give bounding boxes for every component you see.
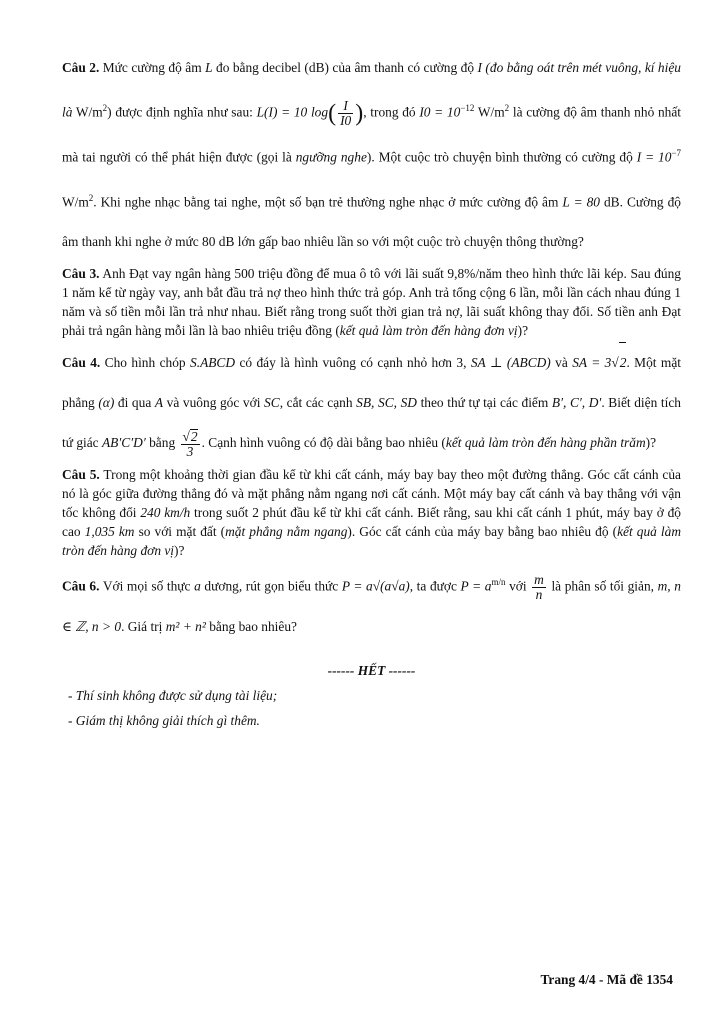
question-label: Câu 3.: [62, 266, 100, 282]
question-label: Câu 5.: [62, 467, 100, 483]
mn-fraction: $\frac{m}{n}$: [534, 572, 544, 603]
question-3: Câu 3. Anh Đạt vay ngân hàng 500 triệu đồng để mua ô tô với lãi suất 9,8%/năm theo hình thức lãi kép. Sau đúng 1 năm kể từ ngày vay, anh bắt đầu trả nợ theo hình thức trả góp. Anh trả tổng cộng 6 lần, mỗi lần cách nhau đúng 1 năm và số tiền mỗi lần trả như nhau. Biết rằng trong suốt thời gian trả nợ, lãi suất không thay đổi. Số tiền anh Đạt phải trả ngân hàng mỗi lần là bao nhiêu triệu đồng (kết quả làm tròn đến hàng đơn vị)?: [62, 266, 681, 339]
page-footer: Trang 4/4 - Mã đề 1354: [540, 972, 673, 987]
question-6: Câu 6. Với mọi số thực a dương, rút gọn biểu thức P = a√(a√a), ta được $P = a^{m/n}$ với $\frac{m}{n}$ là phân số tối giản, m, n ∈ ℤ, n > 0. Giá trị m² + n² bằng bao nhiêu?: [62, 572, 681, 634]
question-label: Câu 2.: [62, 60, 100, 75]
question-5: Câu 5. Trong một khoảng thời gian đầu kể từ khi cất cánh, máy bay bay theo một đường thẳng. Góc cất cánh của nó là góc giữa đường thẳng đó và mặt phẳng nằm ngang nơi cất cánh. Một máy bay cất cánh và bay thẳng với vận tốc không đổi 240 km/h trong suốt 2 phút đầu kể từ khi cất cánh. Biết rằng, sau khi cất cánh 1 phút, máy bay ở độ cao 1,035 km so với mặt đất (mặt phẳng nằm ngang). Góc cất cánh của máy bay bằng bao nhiêu độ (kết quả làm tròn đến hàng đơn vị)?: [62, 467, 681, 559]
question-label: Câu 6.: [62, 578, 100, 594]
formula-level: L(I) = 10 log: [256, 104, 329, 120]
formula-fraction: $\frac{I}{I0}$: [340, 97, 352, 128]
note-2: - Giám thị không giải thích gì thêm.: [68, 712, 260, 728]
radical-expression: a√(a√a): [366, 578, 410, 594]
end-mark: ------ HẾT ------: [327, 662, 416, 678]
question-label: Câu 4.: [62, 355, 101, 371]
note-1: - Thí sinh không được sử dụng tài liệu;: [68, 687, 278, 703]
question-4: Câu 4. Cho hình chóp S.ABCD có đáy là hình vuông có cạnh nhỏ hơn 3, SA ⊥ (ABCD) và SA = 3√2. Một mặt phẳng (α) đi qua A và vuông góc với SC, cắt các cạnh SB, SC, SD theo thứ tự tại các điểm B′, C′, D′. Biết diện tích tứ giác AB′C′D′ bằng $\frac{√2}{3}$ . Cạnh hình vuông có độ dài bằng bao nhiêu (kết quả làm tròn đến hàng phần trăm)?: [62, 342, 681, 463]
exam-content: [62, 48, 681, 730]
area-fraction: $\frac{√2}{3}$: [182, 429, 198, 460]
question-2: Câu 2. Mức cường độ âm L đo bằng decibel (dB) của âm thanh có cường độ I (đo bằng oát trên mét vuông, kí hiệu là $W/m^2$) được định nghĩa như sau: L(I) = 10 log( $\frac{I}{I0}$ ), trong đó $I0 = 10^{-12}$ $W/m^2$ là cường độ âm thanh nhỏ nhất mà tai người có thể phát hiện được (gọi là ngưỡng nghe). Một cuộc trò chuyện bình thường có cường độ $I = 10^{-7}$ $W/m^2$. Khi nghe nhạc bằng tai nghe, một số bạn trẻ thường nghe nhạc ở mức cường độ âm L = 80 dB. Cường độ âm thanh khi nghe ở mức 80 dB lớn gấp bao nhiêu lần so với một cuộc trò chuyện thông thường?: [62, 60, 682, 250]
